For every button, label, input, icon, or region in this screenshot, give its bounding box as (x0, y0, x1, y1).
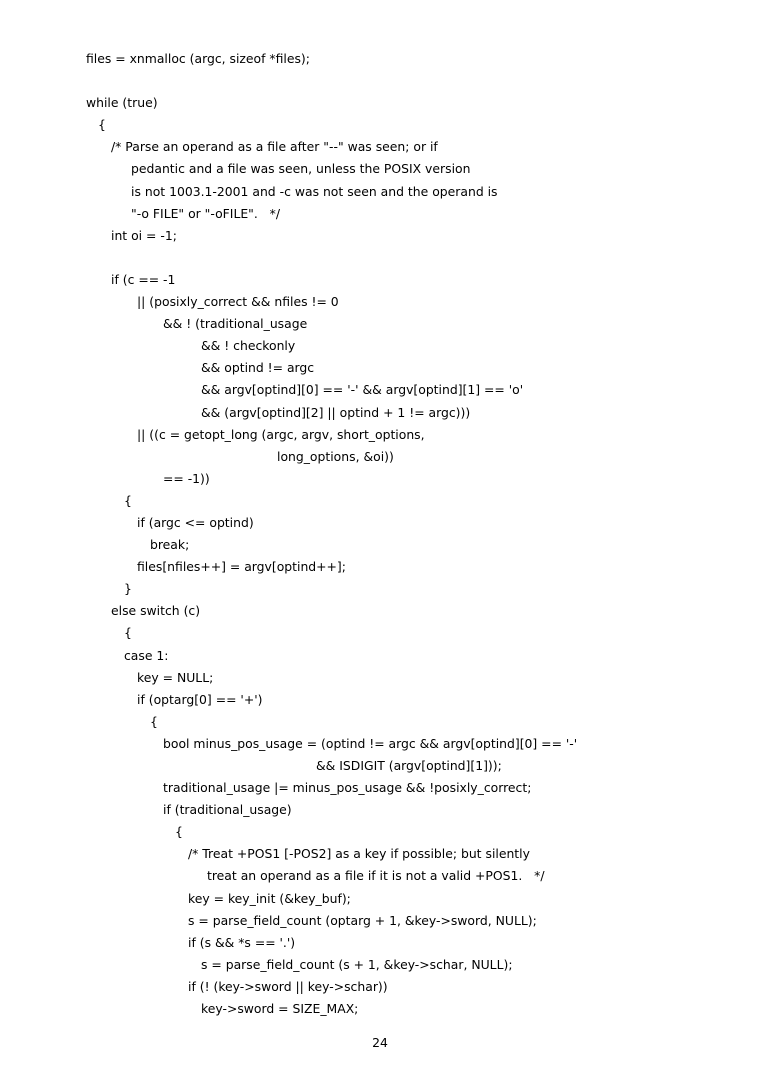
code-line: key = key_init (&key_buf); (188, 890, 351, 906)
code-line: key = NULL; (137, 669, 214, 685)
code-line: { (150, 713, 158, 729)
code-line: "-o FILE" or "-oFILE". */ (131, 205, 281, 221)
code-line: { (98, 117, 106, 133)
code-line: } (124, 581, 132, 597)
code-line: /* Parse an operand as a file after "--" was seen; or if (111, 139, 438, 155)
code-line: bool minus_pos_usage = (optind != argc && argv[optind][0] == '-' (163, 735, 578, 751)
code-line: && argv[optind][0] == '-' && argv[optind][1] == 'o' (201, 382, 524, 398)
code-line (86, 247, 726, 269)
code-line: && optind != argc (201, 360, 315, 376)
code-line: { (175, 824, 183, 840)
code-line: && ! (traditional_usage (163, 316, 308, 332)
code-listing (86, 48, 726, 1020)
code-line: && (argv[optind][2] || optind + 1 != argc))) (201, 404, 471, 420)
code-line: traditional_usage |= minus_pos_usage && !posixly_correct; (163, 780, 532, 796)
code-line: treat an operand as a file if it is not a valid +POS1. */ (207, 868, 545, 884)
code-line: case 1: (124, 647, 169, 663)
code-line: if (traditional_usage) (163, 802, 292, 818)
code-line: s = parse_field_count (s + 1, &key->schar, NULL); (201, 956, 513, 972)
code-line: if (s && *s == '.') (188, 934, 296, 950)
code-line: || (posixly_correct && nfiles != 0 (137, 294, 339, 310)
code-line: if (optarg[0] == '+') (137, 691, 263, 707)
code-line: files[nfiles++] = argv[optind++]; (137, 559, 346, 575)
code-line: == -1)) (163, 470, 210, 486)
code-line: { (124, 625, 132, 641)
code-line: if (argc <= optind) (137, 514, 254, 530)
code-line: key->sword = SIZE_MAX; (201, 1001, 359, 1017)
code-line: || ((c = getopt_long (argc, argv, short_options, (137, 426, 425, 442)
code-line (86, 70, 726, 92)
code-line: && ! checkonly (201, 338, 296, 354)
code-line: s = parse_field_count (optarg + 1, &key->sword, NULL); (188, 912, 537, 928)
code-line: long_options, &oi)) (277, 448, 394, 464)
code-line: int oi = -1; (111, 227, 177, 243)
code-line: is not 1003.1-2001 and -c was not seen and the operand is (131, 183, 498, 199)
code-line: /* Treat +POS1 [-POS2] as a key if possible; but silently (188, 846, 530, 862)
code-line: && ISDIGIT (argv[optind][1])); (316, 758, 502, 773)
code-line: { (124, 492, 132, 508)
code-line: else switch (c) (111, 603, 201, 619)
code-line: while (true) (86, 95, 158, 111)
code-line: break; (150, 537, 190, 553)
code-line: files = xnmalloc (argc, sizeof *files); (86, 51, 310, 66)
code-line: if (c == -1 (111, 271, 176, 287)
page-number: 24 (372, 1035, 388, 1050)
code-line: pedantic and a file was seen, unless the POSIX version (131, 161, 471, 177)
code-line: if (! (key->sword || key->schar)) (188, 978, 388, 994)
